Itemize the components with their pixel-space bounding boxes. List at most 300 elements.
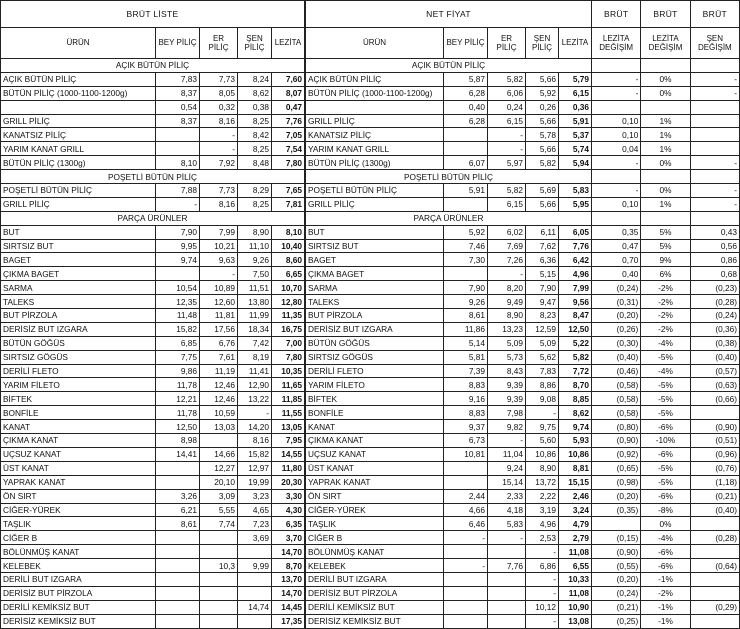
brut-price-cell: 11,65 [272,378,305,392]
brut-product-name [1,100,156,114]
brut-price-cell [156,614,200,628]
net-price-cell: 2,22 [526,489,559,503]
brut-header-0: ÜRÜN [1,28,156,59]
brut-price-cell: 7,81 [272,197,305,211]
change-cell: -1% [641,600,690,614]
net-table-row [306,322,592,336]
net-price-cell: - [488,128,526,142]
brut-product-name: BÜTÜN GÖĞÜS [1,336,156,350]
net-price-cell: 9,08 [526,392,559,406]
brut-price-cell [238,586,272,600]
change-cell: (0,20) [592,572,641,586]
brut-price-cell: 11,78 [156,406,200,420]
net-product-name: KANATSIZ PİLİÇ [306,128,444,142]
brut-price-cell: 11,55 [272,406,305,420]
brut-price-cell: 20,10 [200,475,238,489]
net-price-cell: 9,75 [526,420,559,434]
change-cell: -6% [641,420,690,434]
net-price-cell: 8,85 [559,392,592,406]
brut-price-cell: 7,90 [156,225,200,239]
brut-product-name: BİFTEK [1,392,156,406]
brut-price-cell: 15,82 [238,447,272,461]
change-table-row [592,461,740,475]
change-cell: -5% [641,350,690,364]
brut-price-cell: 0,47 [272,100,305,114]
net-price-cell: 9,82 [488,420,526,434]
change-cell: - [592,72,641,86]
net-price-cell: - [526,614,559,628]
brut-price-cell: 14,41 [156,447,200,461]
brut-price-cell: 8,16 [200,197,238,211]
brut-price-cell: 7,50 [238,267,272,281]
net-price-cell: 5,79 [559,72,592,86]
net-price-cell: 5,73 [488,350,526,364]
brut-price-cell: 12,46 [200,378,238,392]
net-table-row [306,309,592,323]
net-section-title: POŞETLİ BÜTÜN PİLİÇ [306,170,592,184]
brut-price-cell: 15,82 [156,322,200,336]
net-price-cell: 8,81 [559,461,592,475]
net-price-cell: 6,28 [444,114,488,128]
brut-price-cell: 14,70 [272,586,305,600]
brut-price-cell: 3,69 [238,531,272,545]
change-cell: 1% [641,128,690,142]
brut-product-name: ÖN SIRT [1,489,156,503]
brut-table-row [1,197,305,211]
change-table-row [592,170,740,184]
net-price-cell [444,142,488,156]
change-cell: - [592,184,641,198]
change-table-row [592,503,740,517]
change-table-row [592,475,740,489]
brut-price-cell: 8,60 [272,253,305,267]
brut-price-cell [156,559,200,573]
net-price-cell: 11,08 [559,586,592,600]
net-header-3: ŞEN PİLİÇ [526,28,559,59]
brut-price-cell: 7,00 [272,336,305,350]
change-table-row [592,128,740,142]
net-price-cell: 8,90 [526,461,559,475]
change-cell: (0,36) [690,322,739,336]
change-table-row [592,267,740,281]
brut-table-row [1,559,305,573]
change-cell: (0,23) [690,281,739,295]
change-title-1: BRÜT [641,1,690,28]
net-price-cell: 5,83 [559,184,592,198]
brut-price-cell [238,614,272,628]
net-price-cell: 5,82 [488,72,526,86]
brut-price-cell: 7,99 [200,225,238,239]
net-price-cell: 12,50 [559,322,592,336]
brut-table-row [1,86,305,100]
net-price-cell: 6,36 [526,253,559,267]
brut-table-row [1,517,305,531]
net-table-row [306,281,592,295]
brut-header-2: ER PİLİÇ [200,28,238,59]
brut-table-row [1,100,305,114]
change-table-row [592,447,740,461]
brut-price-cell: 10,3 [200,559,238,573]
net-table-row [306,142,592,156]
brut-price-cell: 18,34 [238,322,272,336]
brut-price-cell: 17,35 [272,614,305,628]
brut-price-cell: 7,76 [272,114,305,128]
net-price-cell: 5,09 [526,336,559,350]
change-cell: (0,46) [592,364,641,378]
net-price-cell: 6,86 [526,559,559,573]
net-price-cell: 8,83 [444,406,488,420]
net-price-cell: - [444,531,488,545]
net-price-cell: 6,42 [559,253,592,267]
brut-product-name: ÇIKMA BAGET [1,267,156,281]
net-price-cell: 4,18 [488,503,526,517]
net-price-cell: 6,15 [488,197,526,211]
brut-price-cell: 12,35 [156,295,200,309]
net-section-row [306,170,592,184]
change-cell [690,406,739,420]
change-cell [592,100,641,114]
brut-table-row [1,392,305,406]
net-product-name: BAGET [306,253,444,267]
brut-price-cell: 8,10 [156,156,200,170]
change-cell: (0,80) [592,420,641,434]
brut-price-cell [156,545,200,559]
brut-price-cell: 7,80 [272,156,305,170]
brut-table-row [1,434,305,448]
brut-price-cell: 14,66 [200,447,238,461]
change-cell: (0,58) [592,406,641,420]
brut-price-cell: 8,24 [238,72,272,86]
brut-price-cell [200,545,238,559]
net-price-cell [444,572,488,586]
net-product-name: DERİSİZ KEMİKSİZ BUT [306,614,444,628]
net-price-cell: 5,66 [526,114,559,128]
change-cell: (0,24) [690,309,739,323]
net-price-cell [444,614,488,628]
brut-table-row [1,281,305,295]
net-price-cell: 13,72 [526,475,559,489]
net-price-cell: 8,61 [444,309,488,323]
brut-product-name: BONFİLE [1,406,156,420]
change-cell: 1% [641,114,690,128]
net-table-row [306,572,592,586]
change-table-row [592,225,740,239]
brut-table-row [1,586,305,600]
brut-price-cell: 8,16 [200,114,238,128]
change-table-row [592,336,740,350]
brut-price-cell: 8,29 [238,184,272,198]
net-product-name: BÖLÜNMÜŞ KANAT [306,545,444,559]
net-price-cell [444,475,488,489]
brut-table-row [1,253,305,267]
net-product-name: YARIM KANAT GRILL [306,142,444,156]
change-cell: -4% [641,531,690,545]
change-cell: (0,21) [690,489,739,503]
change-cell: 0,70 [592,253,641,267]
net-price-cell: 13,08 [559,614,592,628]
brut-table-row [1,378,305,392]
net-section-row [306,59,592,73]
net-price-cell: 6,07 [444,156,488,170]
change-cell: -4% [641,336,690,350]
brut-product-name: GRILL PİLİÇ [1,114,156,128]
net-price-cell [444,545,488,559]
change-cell [690,142,739,156]
change-table-row [592,142,740,156]
net-price-cell: - [526,586,559,600]
brut-table-row [1,336,305,350]
brut-price-cell: 8,19 [238,350,272,364]
change-cell: 0% [641,86,690,100]
brut-table-row [1,503,305,517]
net-price-cell: 9,24 [488,461,526,475]
brut-price-cell: 10,89 [200,281,238,295]
change-cell [592,170,641,184]
net-price-cell: 2,53 [526,531,559,545]
change-table-row [592,600,740,614]
net-section-title: AÇIK BÜTÜN PİLİÇ [306,59,592,73]
change-cell: -5% [641,406,690,420]
net-price-cell: 4,96 [559,267,592,281]
brut-price-cell: 8,70 [272,559,305,573]
net-price-cell: 7,76 [559,239,592,253]
brut-price-cell: 11,85 [272,392,305,406]
change-cell: -5% [641,475,690,489]
net-price-cell: 5,37 [559,128,592,142]
brut-table-row [1,184,305,198]
change-cell: -4% [641,364,690,378]
net-price-cell: 7,26 [488,253,526,267]
brut-product-name: BÖLÜNMÜŞ KANAT [1,545,156,559]
net-price-cell: 8,23 [526,309,559,323]
net-price-cell: 8,83 [444,378,488,392]
net-price-cell: 15,15 [559,475,592,489]
brut-price-cell [156,267,200,281]
brut-table-row [1,406,305,420]
net-price-cell: 6,15 [488,114,526,128]
change-cell [690,114,739,128]
brut-price-cell: 11,51 [238,281,272,295]
change-cell [690,170,739,184]
brut-table-row [1,420,305,434]
net-table-row [306,86,592,100]
net-header-4: LEZİTA [559,28,592,59]
net-price-cell: 8,70 [559,378,592,392]
brut-price-cell: 12,60 [200,295,238,309]
brut-table-row [1,531,305,545]
change-cell [690,572,739,586]
change-cell: - [690,184,739,198]
change-table-row [592,489,740,503]
net-price-cell: 10,90 [559,600,592,614]
brut-price-cell: 7,74 [200,517,238,531]
brut-price-cell: 9,63 [200,253,238,267]
change-cell: (0,30) [592,336,641,350]
brut-price-cell: 16,75 [272,322,305,336]
net-price-cell: 5,09 [488,336,526,350]
net-price-cell: 7,39 [444,364,488,378]
change-cell [592,517,641,531]
change-cell: (0,21) [592,600,641,614]
change-cell: (0,40) [592,350,641,364]
brut-price-cell: 7,80 [272,350,305,364]
change-table-row [592,211,740,225]
brut-table-row [1,239,305,253]
net-table-row [306,406,592,420]
brut-price-cell [200,600,238,614]
brut-liste-table [0,0,305,629]
brut-price-cell: 8,98 [156,434,200,448]
brut-price-cell: - [238,406,272,420]
net-table-row [306,600,592,614]
brut-price-cell: 20,30 [272,475,305,489]
net-price-cell: 5,60 [526,434,559,448]
change-cell: 5% [641,225,690,239]
brut-price-cell: 10,40 [272,239,305,253]
change-cell: (0,51) [690,434,739,448]
brut-price-cell: 14,45 [272,600,305,614]
brut-price-cell: 8,90 [238,225,272,239]
brut-price-cell: 11,81 [200,309,238,323]
brut-price-cell: 7,60 [272,72,305,86]
change-cell: (0,26) [592,322,641,336]
change-cell: -2% [641,586,690,600]
change-cell: (0,58) [592,378,641,392]
net-table-row [306,364,592,378]
net-price-cell: 8,86 [526,378,559,392]
brut-price-cell: 11,19 [200,364,238,378]
change-table-row [592,406,740,420]
brut-product-name: AÇIK BÜTÜN PİLİÇ [1,72,156,86]
brut-price-cell: 9,26 [238,253,272,267]
net-price-cell: 6,02 [488,225,526,239]
net-price-cell: 10,12 [526,600,559,614]
net-fiyat-title: NET FİYAT [306,1,592,28]
net-price-cell: 5,97 [488,156,526,170]
change-cell: -1% [641,572,690,586]
change-cell: -5% [641,392,690,406]
brut-price-cell: - [200,267,238,281]
change-cell [690,586,739,600]
change-cell: (0,31) [592,295,641,309]
brut-price-cell: 8,25 [238,142,272,156]
change-table-row [592,295,740,309]
change-cell: (0,57) [690,364,739,378]
net-price-cell: 2,79 [559,531,592,545]
change-cell: 0,04 [592,142,641,156]
net-price-cell: 5,87 [444,72,488,86]
change-cell: (0,98) [592,475,641,489]
net-table-row [306,420,592,434]
change-cell: 0,10 [592,197,641,211]
change-cell: 0,47 [592,239,641,253]
change-cell: - [592,86,641,100]
net-price-cell: 9,26 [444,295,488,309]
brut-price-cell [156,142,200,156]
change-cell: 0,35 [592,225,641,239]
net-price-cell: 5,22 [559,336,592,350]
net-product-name: DERİLİ KEMİKSİZ BUT [306,600,444,614]
net-price-cell: 11,86 [444,322,488,336]
brut-price-cell: 10,59 [200,406,238,420]
brut-header-3: ŞEN PİLİÇ [238,28,272,59]
net-table-row [306,100,592,114]
change-cell: -6% [641,559,690,573]
change-table-row [592,184,740,198]
brut-price-cell: 3,26 [156,489,200,503]
brut-price-cell: 4,65 [238,503,272,517]
change-cell: 0% [641,72,690,86]
brut-product-name: DERİLİ KEMİKSİZ BUT [1,600,156,614]
brut-product-name: CİĞER B [1,531,156,545]
brut-price-cell: 9,95 [156,239,200,253]
net-price-cell: 4,79 [559,517,592,531]
net-product-name: SIRTSIZ BUT [306,239,444,253]
net-table-row [306,184,592,198]
change-cell: (0,76) [690,461,739,475]
brut-price-cell: 8,25 [238,114,272,128]
net-price-cell [488,614,526,628]
net-price-cell: 2,44 [444,489,488,503]
brut-price-cell: 11,41 [238,364,272,378]
change-cell: -2% [641,322,690,336]
change-table-row [592,531,740,545]
brut-price-cell: 8,37 [156,114,200,128]
brut-price-cell: 13,80 [238,295,272,309]
brut-table-row [1,72,305,86]
net-price-cell: 9,39 [488,392,526,406]
net-table-row [306,434,592,448]
brut-product-name: TALEKS [1,295,156,309]
net-price-cell: 6,55 [559,559,592,573]
net-price-cell: 9,37 [444,420,488,434]
change-cell: (0,58) [592,392,641,406]
net-price-cell: 0,24 [488,100,526,114]
change-cell: 0,40 [592,267,641,281]
change-cell [592,59,641,73]
brut-liste-title: BRÜT LİSTE [1,1,305,28]
net-price-cell: 13,23 [488,322,526,336]
change-cell [690,59,739,73]
brut-product-name: DERİSİZ BUT PİRZOLA [1,586,156,600]
net-price-cell: - [488,531,526,545]
brut-price-cell: 7,95 [272,434,305,448]
net-price-cell: 2,46 [559,489,592,503]
net-table-row [306,447,592,461]
change-table-row [592,114,740,128]
change-cell: (0,38) [690,336,739,350]
net-table-row [306,586,592,600]
brut-price-cell: 0,32 [200,100,238,114]
net-product-name: UÇSUZ KANAT [306,447,444,461]
brut-table-row [1,267,305,281]
net-table-row [306,72,592,86]
brut-table-row [1,461,305,475]
net-price-cell: 5,78 [526,128,559,142]
brut-table-row [1,309,305,323]
change-cell [690,517,739,531]
brut-table-row [1,350,305,364]
brut-product-name: KANATSIZ PİLİÇ [1,128,156,142]
brut-price-cell [200,614,238,628]
net-fiyat-table [305,0,592,629]
net-price-cell: 0,36 [559,100,592,114]
net-price-cell: 8,43 [488,364,526,378]
net-price-cell: 7,83 [526,364,559,378]
change-cell: (0,25) [592,614,641,628]
brut-table-row [1,489,305,503]
change-cell: (0,35) [592,503,641,517]
